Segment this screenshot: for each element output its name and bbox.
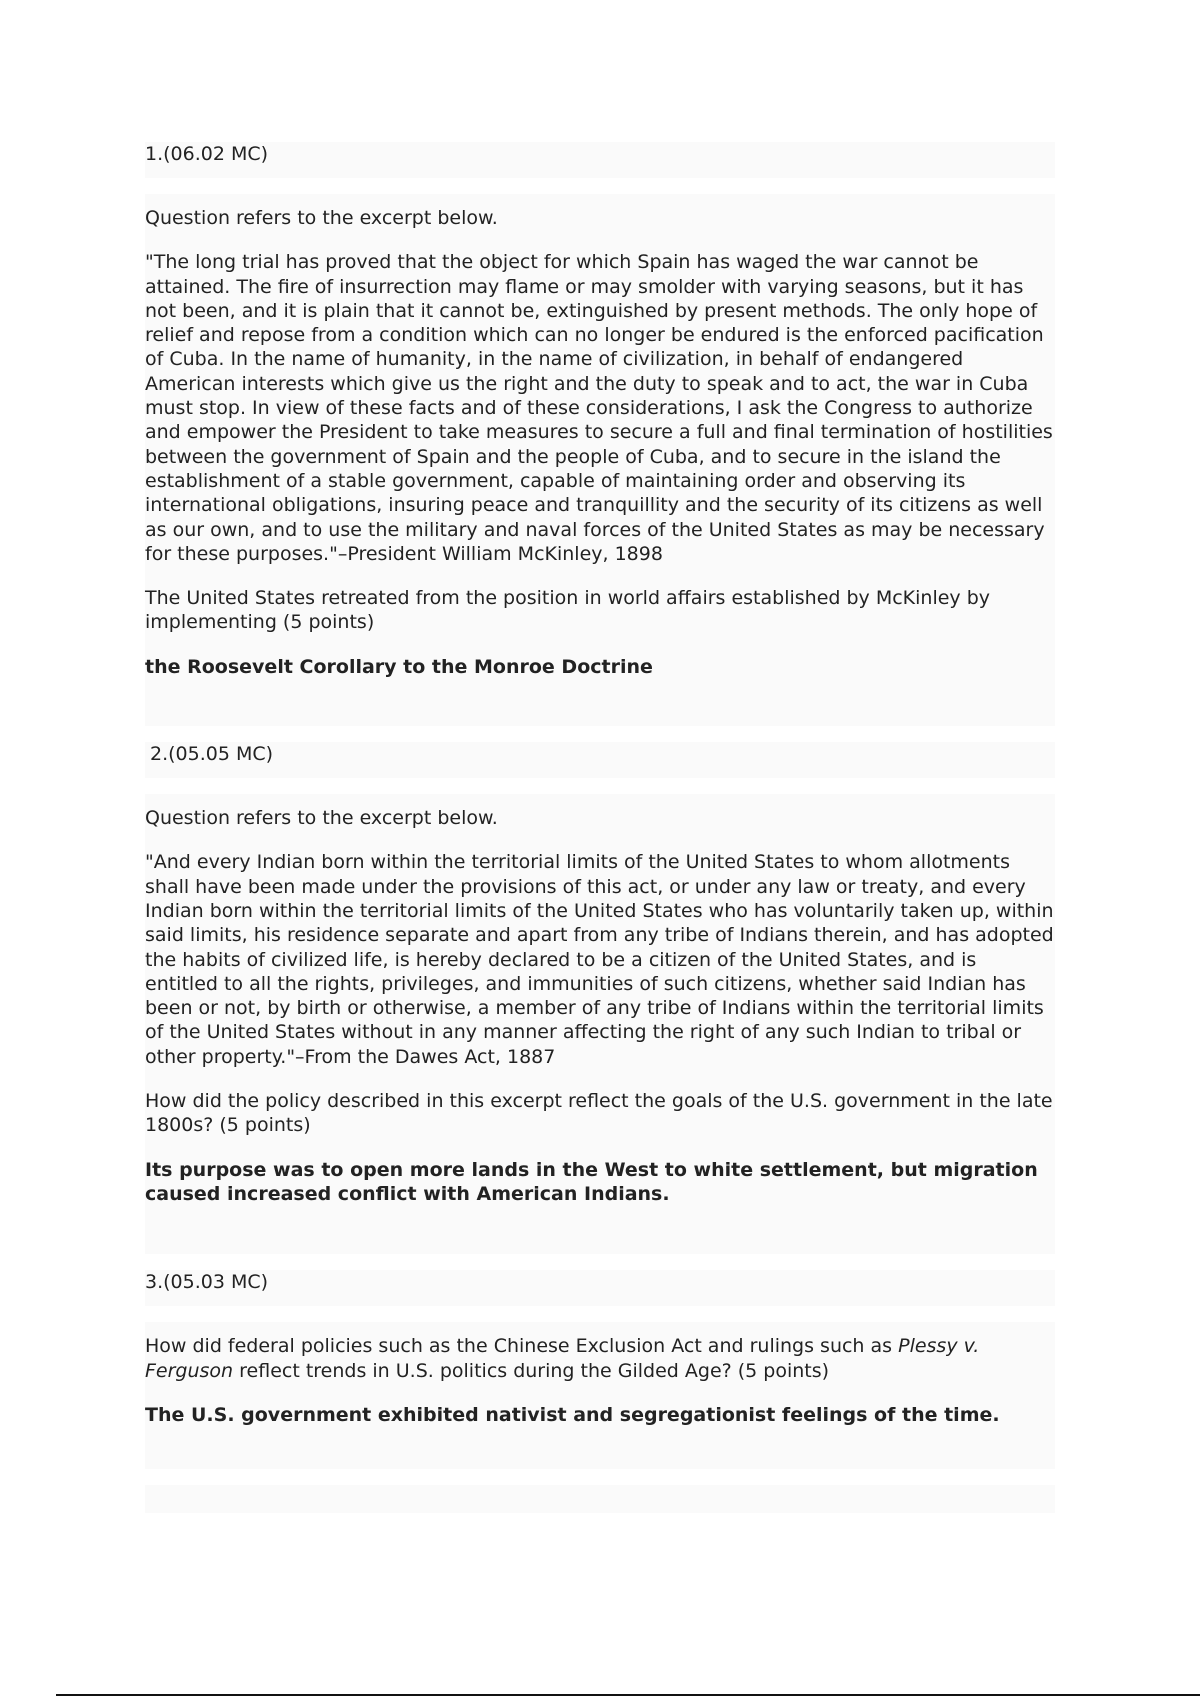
footer-rule bbox=[56, 1694, 1200, 1696]
question-number: 2.(05.05 MC) bbox=[145, 742, 1055, 778]
question-2 bbox=[145, 742, 1055, 1254]
selected-answer: Its purpose was to open more lands in the West to white settlement, but migration caused increased conflict with American Indians. bbox=[145, 1158, 1038, 1205]
prompt-text: How did federal policies such as the Chinese Exclusion Act and rulings such as bbox=[145, 1335, 899, 1358]
question-number: 1.(06.02 MC) bbox=[145, 142, 1055, 178]
divider bbox=[145, 726, 1055, 742]
selected-answer: The U.S. government exhibited nativist and segregationist feelings of the time. bbox=[145, 1403, 1000, 1426]
quiz-page bbox=[145, 142, 1055, 1513]
divider bbox=[145, 1306, 1055, 1322]
divider bbox=[145, 778, 1055, 794]
case-name: Plessy v. Ferguson bbox=[145, 1335, 980, 1382]
question-prompt bbox=[145, 1334, 1055, 1383]
question-1 bbox=[145, 142, 1055, 726]
empty-row bbox=[145, 1485, 1055, 1513]
selected-answer: the Roosevelt Corollary to the Monroe Doctrine bbox=[145, 655, 653, 678]
question-prompt: The United States retreated from the position in world affairs established by McKinley by implementing (5 points) bbox=[145, 587, 991, 634]
question-body bbox=[145, 794, 1055, 1254]
divider bbox=[145, 178, 1055, 194]
question-intro: Question refers to the excerpt below. bbox=[145, 807, 498, 830]
source-excerpt: "And every Indian born within the territorial limits of the United States to whom allotments shall have been made under the provisions of this act, or under any law or treaty, and every Indian born within the territorial limits of the United States who has voluntarily taken up, within said limits, his residence separate and apart from any tribe of Indians therein, and has adopted the habits of civilized life, is hereby declared to be a citizen of the United States, and is entitled to all the rights, privileges, and immunities of such citizens, whether said Indian has been or not, by birth or otherwise, a member of any tribe of Indians within the territorial limits of the United States without in any manner affecting the right of any such Indian to tribal or other property."–From the Dawes Act, 1887 bbox=[145, 851, 1054, 1068]
question-body bbox=[145, 1322, 1055, 1469]
question-prompt: How did the policy described in this excerpt reflect the goals of the U.S. government in the late 1800s? (5 points) bbox=[145, 1090, 1053, 1137]
prompt-text: reflect trends in U.S. politics during the Gilded Age? (5 points) bbox=[233, 1359, 830, 1382]
question-3 bbox=[145, 1270, 1055, 1469]
question-intro: Question refers to the excerpt below. bbox=[145, 207, 498, 229]
question-body bbox=[145, 194, 1055, 726]
question-number: 3.(05.03 MC) bbox=[145, 1270, 1055, 1306]
source-excerpt: "The long trial has proved that the object for which Spain has waged the war cannot be attained. The fire of insurrection may flame or may smolder with varying seasons, but it has not been, and it is plain that it cannot be, extinguished by present methods. The only hope of relief and repose from a condition which can no longer be endured is the enforced pacification of Cuba. In the name of humanity, in the name of civilization, in behalf of endangered American interests which give us the right and the duty to speak and to act, the war in Cuba must stop. In view of these facts and of these considerations, I ask the Congress to authorize and empower the President to take measures to secure a full and final termination of hostilities between the government of Spain and the people of Cuba, and to secure in the island the establishment of a stable government, capable of maintaining order and observing its international obligations, insuring peace and tranquillity and the security of its citizens as well as our own, and to use the military and naval forces of the United States as may be necessary for these purposes."–President William McKinley, 1898 bbox=[145, 251, 1053, 565]
divider bbox=[145, 1254, 1055, 1270]
